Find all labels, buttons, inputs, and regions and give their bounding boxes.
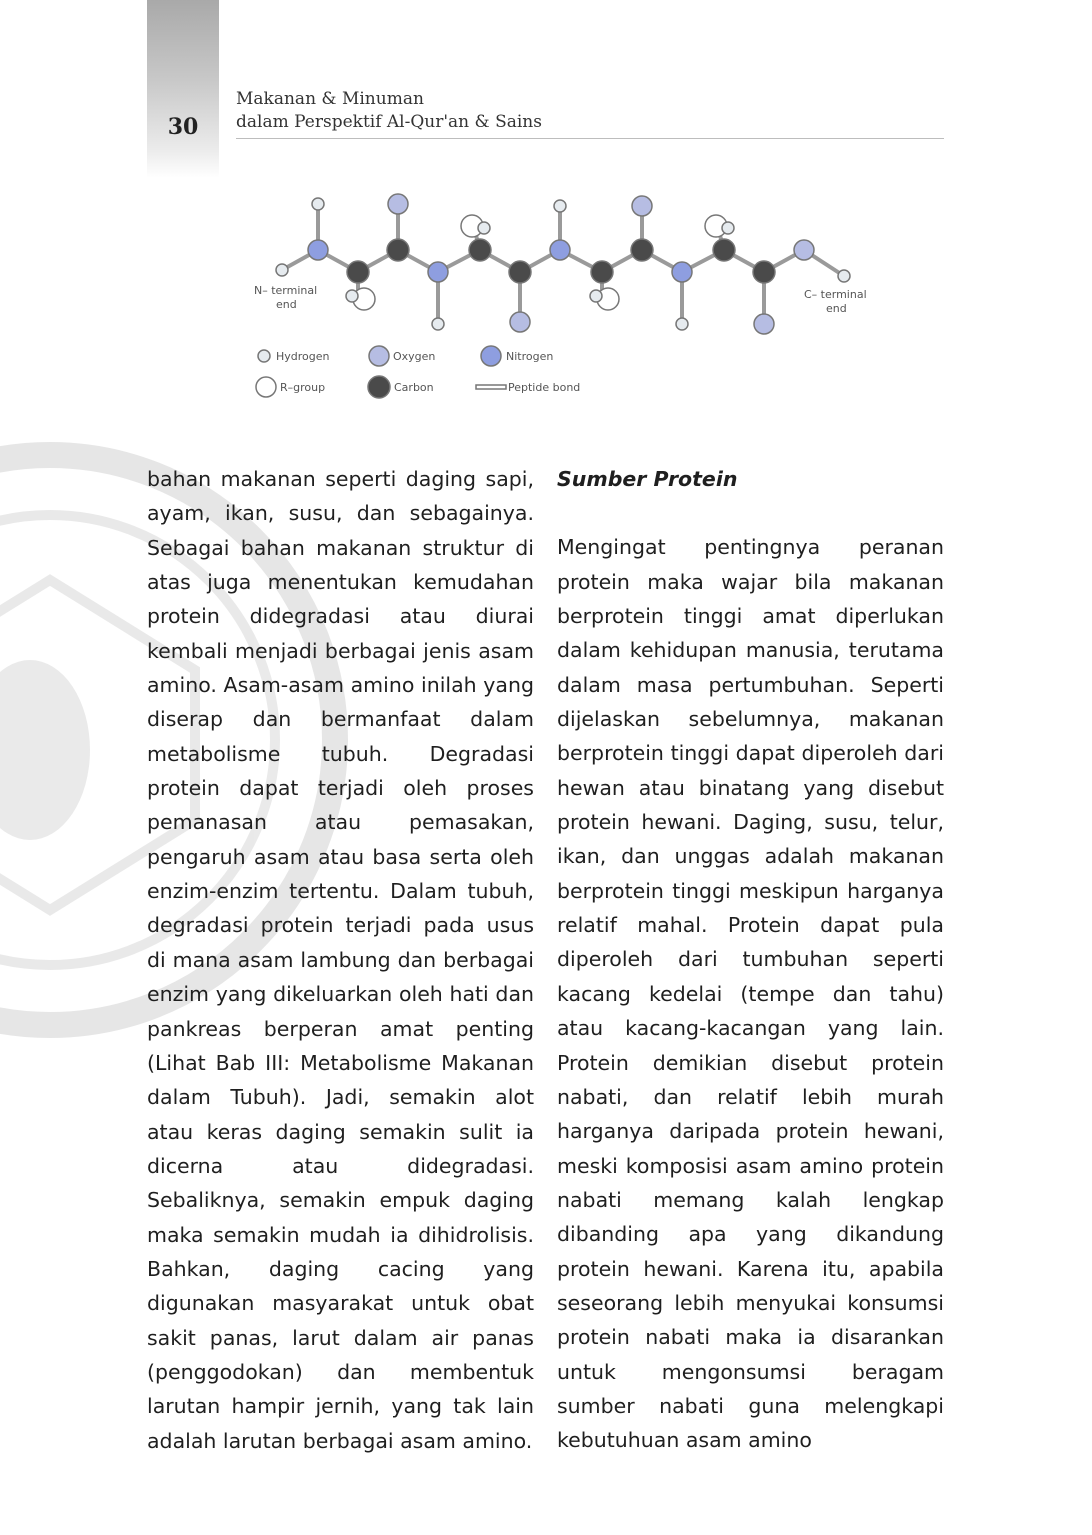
hydrogen-atom [276,264,288,276]
legend-oxygen-label: Oxygen [393,350,436,363]
legend-hydrogen-label: Hydrogen [276,350,330,363]
nitrogen-atom [308,240,328,260]
legend-hydrogen-swatch [258,350,270,362]
legend-peptide-label: Peptide bond [508,381,581,394]
carbon-atom [753,261,775,283]
c-terminal-label-2: end [826,302,847,315]
hydrogen-atom [590,290,602,302]
carbon-atom [347,261,369,283]
page-tab [147,0,219,178]
legend-peptide-swatch [476,385,506,389]
legend-rgroup-swatch [256,377,276,397]
oxygen-atom [632,196,652,216]
right-paragraph: Mengingat pentingnya peranan protein maka wajar bila makanan berprotein tinggi amat diperlukan dalam kehidupan manusia, terutama dalam masa pertumbuhan. Seperti dijelaskan sebelumnya, makanan berprotein tinggi dapat diperoleh dari hewan atau binatang yang disebut protein hewani. Daging, susu, telur, ikan, dan unggas adalah makanan berprotein tinggi meskipun harganya relatif mahal. Protein dapat pula diperoleh dari tumbuhan seperti kacang kedelai (tempe dan tahu) atau kacang-kacangan yang lain. Protein demikian disebut protein nabati, dan relatif lebih murah harganya daripada protein hewani, meski komposisi asam amino protein nabati memang kalah lengkap dibanding apa yang dikandung protein hewani. Karena itu, apabila seseorang lebih menyukai konsumsi protein nabati maka ia disarankan untuk mengonsumsi beragam sumber nabati guna melengkapi kebutuhuan asam amino [557,535,944,1453]
nitrogen-atom [672,262,692,282]
hydrogen-atom [676,318,688,330]
hydrogen-atom [554,200,566,212]
oxygen-atom [794,240,814,260]
legend-carbon-swatch [368,376,390,398]
oxygen-atom [754,314,774,334]
carbon-atom [713,239,735,261]
carbon-atom [387,239,409,261]
running-header [236,88,542,134]
right-column [557,462,944,1458]
n-terminal-label-2: end [276,298,297,311]
left-paragraph: bahan makanan seperti daging sapi, ayam, ikan, susu, dan sebagainya. Sebagai bahan makanan struktur di atas juga menentukan kemudahan protein didegradasi atau diurai kembali menjadi berbagai jenis asam amino. Asam-asam amino inilah yang diserap dan bermanfaat dalam metabolisme tubuh. Degradasi protein dapat terjadi oleh proses pemanasan atau pemasakan, pengaruh asam atau basa serta oleh enzim-enzim tertentu. Dalam tubuh, degradasi protein terjadi pada usus di mana asam lambung dan berbagai enzim yang dikeluarkan oleh hati dan pankreas berperan amat penting (Lihat Bab III: Metabolisme Makanan dalam Tubuh). Jadi, semakin alot atau keras daging semakin sulit ia dicerna atau didegradasi. Sebaliknya, semakin empuk daging maka semakin mudah ia dihidrolisis. Bahkan, daging cacing yang digunakan masyarakat untuk obat sakit panas, larut dalam air panas (penggodokan) dan membentuk larutan hampir jernih, yang tak lain adalah larutan berbagai asam amino. [147,467,534,1453]
hydrogen-atom [478,222,490,234]
legend-nitrogen-swatch [481,346,501,366]
carbon-atom [591,261,613,283]
carbon-atom [509,261,531,283]
header-rule [236,138,944,139]
n-terminal-label-1: N– terminal [254,284,318,297]
carbon-atom [469,239,491,261]
carbon-atom [631,239,653,261]
header-title-line2: dalam Perspektif Al-Qur'an & Sains [236,112,542,132]
hydrogen-atom [432,318,444,330]
oxygen-atom [388,194,408,214]
header-title-line1: Makanan & Minuman [236,89,424,109]
hydrogen-atom [838,270,850,282]
oxygen-atom [510,312,530,332]
hydrogen-atom [312,198,324,210]
page-number: 30 [167,114,199,140]
nitrogen-atom [550,240,570,260]
legend-nitrogen-label: Nitrogen [506,350,554,363]
nitrogen-atom [428,262,448,282]
section-title: Sumber Protein [557,467,738,491]
hydrogen-atom [722,222,734,234]
hydrogen-atom [346,290,358,302]
left-column [147,462,534,1458]
legend-oxygen-swatch [369,346,389,366]
legend-carbon-label: Carbon [394,381,434,394]
legend-rgroup-label: R–group [280,381,326,394]
c-terminal-label-1: C– terminal [804,288,867,301]
peptide-chain-figure [246,180,876,402]
